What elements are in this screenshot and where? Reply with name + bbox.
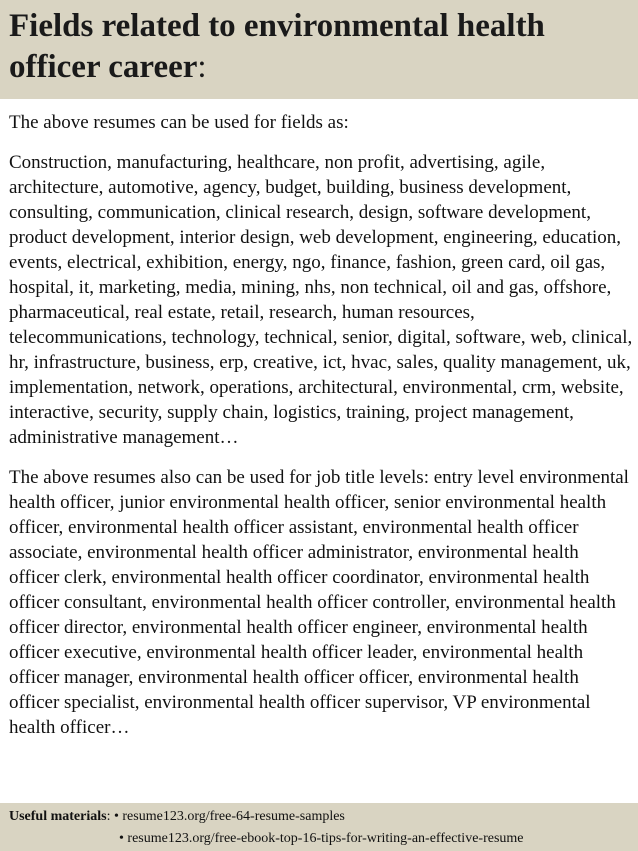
footer-line-2 — [119, 828, 524, 849]
useful-materials-label: Useful materials — [9, 809, 107, 824]
footer-line-1 — [9, 806, 345, 827]
page-title-text: Fields related to environmental health officer career — [9, 8, 545, 85]
footer-link-samples[interactable]: • resume123.org/free-64-resume-samples — [113, 809, 345, 824]
intro-text: The above resumes can be used for fields as: — [9, 112, 349, 133]
fields-list-text: Construction, manufacturing, healthcare, non profit, advertising, agile, architecture, automotive, agency, budget, building, business development, consulting, communication, clinical research, design, software development, product development, interior design, web development, engineering, education, events, electrical, exhibition, energy, ngo, finance, fashion, green card, oil gas, hospital, it, marketing, media, mining, nhs, non technical, oil and gas, offshore, pharmaceutical, real estate, retail, research, human resources, telecommunications, technology, technical, senior, digital, software, web, clinical, hr, infrastructure, business, erp, creative, ict, hvac, sales, quality management, uk, implementation, network, operations, architectural, environmental, crm, website, interactive, security, supply chain, logistics, training, project management, administrative management… — [9, 152, 633, 448]
page-title — [9, 6, 629, 88]
header-band — [0, 0, 638, 99]
useful-materials-colon: : — [106, 809, 111, 824]
footer-band — [0, 803, 638, 851]
main-content — [9, 110, 633, 804]
footer-link-ebook[interactable]: • resume123.org/free-ebook-top-16-tips-for-writing-an-effective-resume — [119, 831, 524, 846]
page-title-colon: : — [197, 49, 207, 85]
job-levels-text: The above resumes also can be used for job title levels: entry level environmental health officer, junior environmental health officer, senior environmental health officer, environmental health officer assistant, environmental health officer associate, environmental health officer administrator, environmental health officer clerk, environmental health officer coordinator, environmental health officer consultant, environmental health officer controller, environmental health officer director, environmental health officer engineer, environmental health officer executive, environmental health officer leader, environmental health officer manager, environmental health officer officer, environmental health officer specialist, environmental health officer supervisor, VP environmental health officer… — [9, 467, 629, 738]
